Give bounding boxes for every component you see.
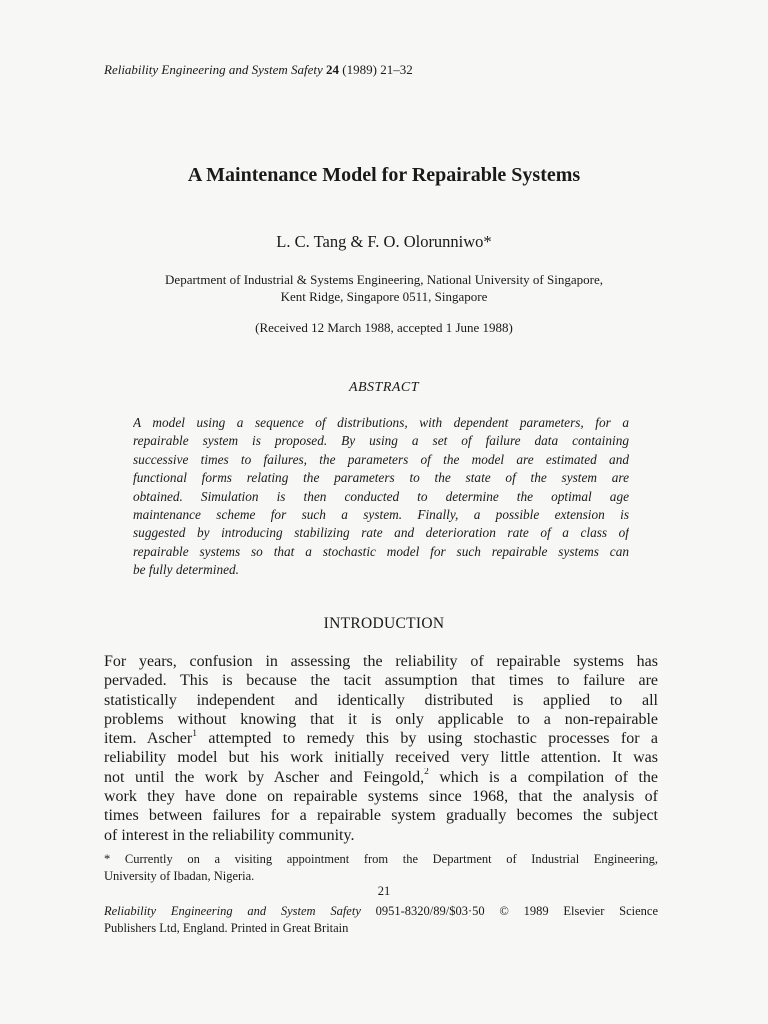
abstract-line: repairable systems so that a stochastic model for such repairable systems can [133,543,629,559]
journal-header [104,62,413,78]
footer-journal-name: Reliability Engineering and System Safety [104,904,361,918]
abstract-line: obtained. Simulation is then conducted to determine the optimal age [133,488,629,504]
abstract-line: functional forms relating the parameters to the state of the system are [133,470,629,486]
abstract-body [133,414,629,580]
line-text: not until the work by Ascher and Feingold, [104,768,425,786]
abstract-line: repairable system is proposed. By using a set of failure data containing [133,433,629,449]
footnote-line: * Currently on a visiting appointment from the Department of Industrial Engineering, [104,852,658,866]
author-footnote [104,851,658,885]
journal-volume: 24 [326,62,340,77]
line-text: item. Ascher [104,730,193,748]
line-text: which is a compilation of the [428,768,658,786]
paragraph-line: pervaded. This is because the tacit assumption that times to failure are [104,672,658,690]
author-affiliation [100,271,668,305]
copyright-footer [104,903,658,937]
paragraph-line: of interest in the reliability community. [104,826,355,844]
footnote-line: University of Ibadan, Nigeria. [104,869,255,883]
footer-line: Publishers Ltd, England. Printed in Great Britain [104,921,349,935]
paragraph-line [104,729,658,748]
footer-copyright: 0951-8320/89/$03·50 © 1989 Elsevier Science [360,904,658,918]
journal-name: Reliability Engineering and System Safety [104,62,323,77]
paragraph-line: For years, confusion in assessing the reliability of repairable systems has [104,653,658,670]
introduction-paragraph [104,652,658,845]
footer-line [104,903,658,920]
line-text: attempted to remedy this by using stochastic processes for a [196,730,658,748]
paragraph-line: problems without knowing that it is only applicable to a non-repairable [104,710,658,728]
paragraph-line: times between failures for a repairable system gradually becomes the subject [104,807,658,825]
affiliation-line: Kent Ridge, Singapore 0511, Singapore [280,289,488,304]
affiliation-line: Department of Industrial & Systems Engineering, National University of Singapore, [165,272,603,287]
abstract-line: A model using a sequence of distributions, with dependent parameters, for a [133,415,629,430]
citation-ref: 1 [192,729,197,739]
journal-year-pages: (1989) 21–32 [342,62,413,77]
abstract-heading: ABSTRACT [348,380,420,395]
abstract-line: be fully determined. [133,562,239,578]
abstract-line: maintenance scheme for such a system. Finally, a possible extension is [133,507,629,523]
received-dates: (Received 12 March 1988, accepted 1 June 1988) [255,320,513,335]
abstract-line: successive times to failures, the parameters of the model are estimated and [133,451,629,467]
abstract-line: suggested by introducing stabilizing rate and deterioration rate of a class of [133,525,629,541]
page-number: 21 [377,884,391,898]
paragraph-line: reliability model but his work initially received very little attention. It was [104,749,658,767]
section-heading-introduction: INTRODUCTION [323,615,445,632]
paragraph-line: statistically independent and identically distributed is applied to all [104,691,658,709]
paragraph-line: work they have done on repairable systems since 1968, that the analysis of [104,788,658,806]
paper-title: A Maintenance Model for Repairable Systems [187,164,581,186]
paper-authors: L. C. Tang & F. O. Olorunniwo* [276,232,492,251]
paragraph-line [104,768,658,787]
citation-ref: 2 [424,767,429,778]
